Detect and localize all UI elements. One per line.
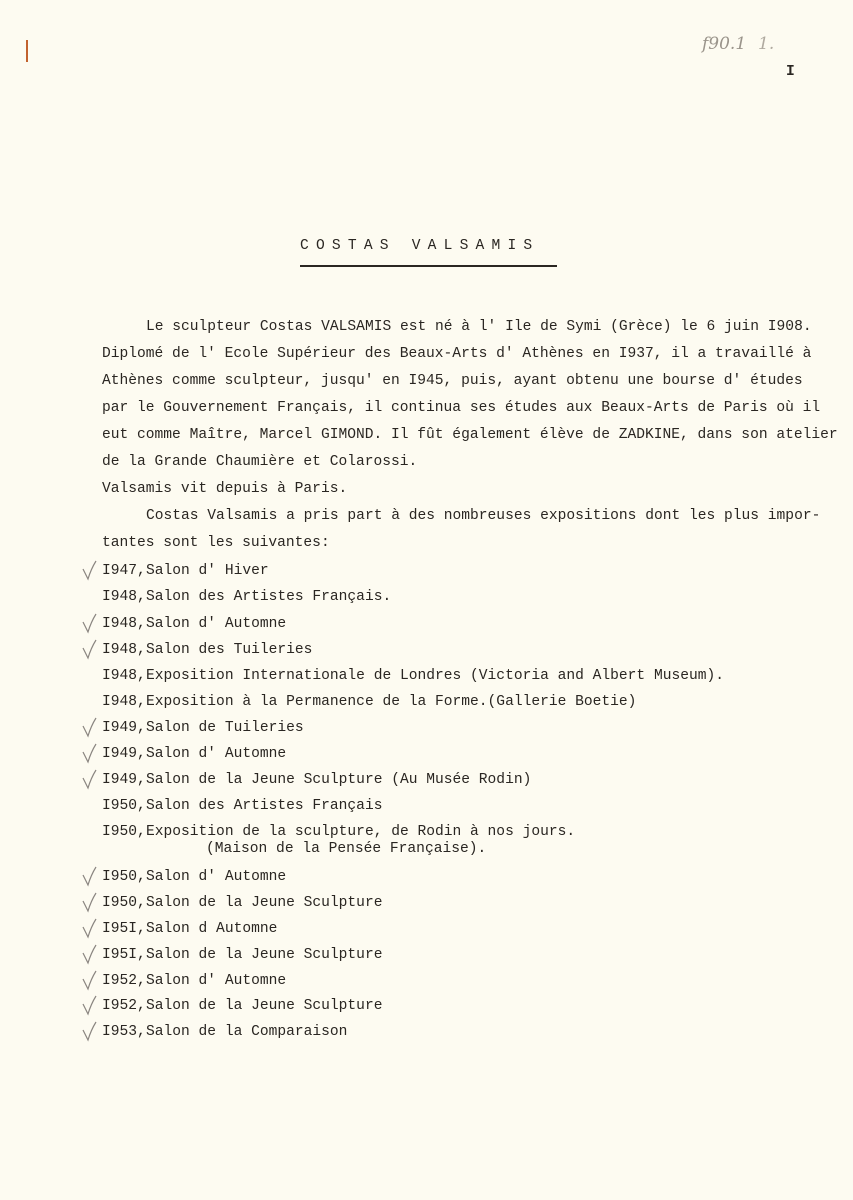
- exhibition-item: [102, 668, 724, 684]
- exhibition-name: Exposition de la sculpture, de Rodin à nos jours.: [146, 824, 576, 840]
- exhibition-year: I952,: [102, 973, 146, 989]
- exhibition-name: Exposition Internationale de Londres (Victoria and Albert Museum).: [146, 668, 725, 684]
- paragraph-line: Le sculpteur Costas VALSAMIS est né à l' Ile de Symi (Grèce) le 6 juin I908.: [146, 319, 812, 335]
- exhibition-item: [102, 589, 391, 605]
- exhibition-item: [102, 824, 575, 858]
- exhibition-venue: (Maison de la Pensée Française).: [206, 841, 487, 857]
- folio-mark: 1.: [758, 34, 775, 54]
- checkmark-icon: [80, 638, 100, 660]
- checkmark-icon: [80, 917, 100, 939]
- exhibition-item: [102, 869, 286, 885]
- exhibition-year: I948,: [102, 642, 146, 658]
- red-margin-mark: [26, 40, 28, 62]
- exhibition-name: Salon d Automne: [146, 921, 278, 937]
- exhibition-year: I950,: [102, 869, 146, 885]
- exhibition-item: [102, 973, 286, 989]
- exhibition-name: Salon de la Jeune Sculpture (Au Musée Rodin): [146, 772, 532, 788]
- exhibition-year: I95I,: [102, 947, 146, 963]
- exhibition-name: Salon de la Jeune Sculpture: [146, 947, 383, 963]
- exhibition-year: I950,: [102, 895, 146, 911]
- exhibition-name: Salon d' Hiver: [146, 563, 269, 579]
- paragraph-line: Valsamis vit depuis à Paris.: [102, 481, 348, 497]
- paragraph-line: Athènes comme sculpteur, jusqu' en I945, puis, ayant obtenu une bourse d' études: [102, 373, 803, 389]
- page-number: I: [786, 64, 795, 80]
- exhibition-name: Salon d' Automne: [146, 746, 287, 762]
- checkmark-icon: [80, 559, 100, 581]
- checkmark-icon: [80, 865, 100, 887]
- exhibition-item: [102, 1024, 347, 1040]
- checkmark-icon: [80, 891, 100, 913]
- exhibition-name: Salon des Artistes Français: [146, 798, 383, 814]
- exhibition-name: Salon des Tuileries: [146, 642, 313, 658]
- exhibition-name: Salon de la Comparaison: [146, 1024, 348, 1040]
- exhibition-name: Salon d' Automne: [146, 616, 287, 632]
- exhibition-name: Salon d' Automne: [146, 869, 287, 885]
- exhibition-year: I95I,: [102, 921, 146, 937]
- paragraph-line: eut comme Maître, Marcel GIMOND. Il fût également élève de ZADKINE, dans son atelier: [102, 427, 838, 443]
- exhibition-year: I950,: [102, 824, 146, 840]
- exhibition-year: I948,: [102, 694, 146, 710]
- exhibition-year: I948,: [102, 616, 146, 632]
- exhibition-item: [102, 746, 286, 762]
- exhibition-name: Salon de la Jeune Sculpture: [146, 998, 383, 1014]
- exhibition-item: [102, 998, 382, 1014]
- exhibition-year: I953,: [102, 1024, 146, 1040]
- folio-annotation: f90.1: [702, 34, 747, 54]
- exhibition-item: [102, 798, 382, 814]
- exhibition-item: [102, 694, 636, 710]
- paragraph-line: tantes sont les suivantes:: [102, 535, 330, 551]
- exhibition-item: [102, 563, 269, 579]
- exhibition-item: [102, 772, 531, 788]
- exhibition-year: I949,: [102, 720, 146, 736]
- exhibition-name: Salon de Tuileries: [146, 720, 304, 736]
- exhibition-year: I950,: [102, 798, 146, 814]
- exhibition-year: I949,: [102, 746, 146, 762]
- exhibition-item: [102, 947, 382, 963]
- paragraph-line: de la Grande Chaumière et Colarossi.: [102, 454, 418, 470]
- paragraph-line: par le Gouvernement Français, il continua ses études aux Beaux-Arts de Paris où il: [102, 400, 821, 416]
- exhibition-item: [102, 921, 277, 937]
- document-title: COSTAS VALSAMIS: [300, 238, 540, 254]
- exhibition-name: Exposition à la Permanence de la Forme.(Gallerie Boetie): [146, 694, 637, 710]
- exhibition-name: Salon de la Jeune Sculpture: [146, 895, 383, 911]
- checkmark-icon: [80, 742, 100, 764]
- checkmark-icon: [80, 716, 100, 738]
- paragraph-line: Costas Valsamis a pris part à des nombreuses expositions dont les plus impor-: [146, 508, 821, 524]
- exhibition-name: Salon d' Automne: [146, 973, 287, 989]
- checkmark-icon: [80, 612, 100, 634]
- checkmark-icon: [80, 1020, 100, 1042]
- exhibition-name: Salon des Artistes Français.: [146, 589, 392, 605]
- exhibition-year: I948,: [102, 668, 146, 684]
- exhibition-year: I949,: [102, 772, 146, 788]
- checkmark-icon: [80, 943, 100, 965]
- exhibition-year: I947,: [102, 563, 146, 579]
- exhibition-item: [102, 895, 382, 911]
- checkmark-icon: [80, 969, 100, 991]
- exhibition-year: I948,: [102, 589, 146, 605]
- checkmark-icon: [80, 994, 100, 1016]
- exhibition-item: [102, 616, 286, 632]
- checkmark-icon: [80, 768, 100, 790]
- exhibition-year: I952,: [102, 998, 146, 1014]
- exhibition-item: [102, 642, 312, 658]
- exhibition-item: [102, 720, 304, 736]
- paragraph-line: Diplomé de l' Ecole Supérieur des Beaux-Arts d' Athènes en I937, il a travaillé à: [102, 346, 812, 362]
- title-underline: [300, 265, 557, 267]
